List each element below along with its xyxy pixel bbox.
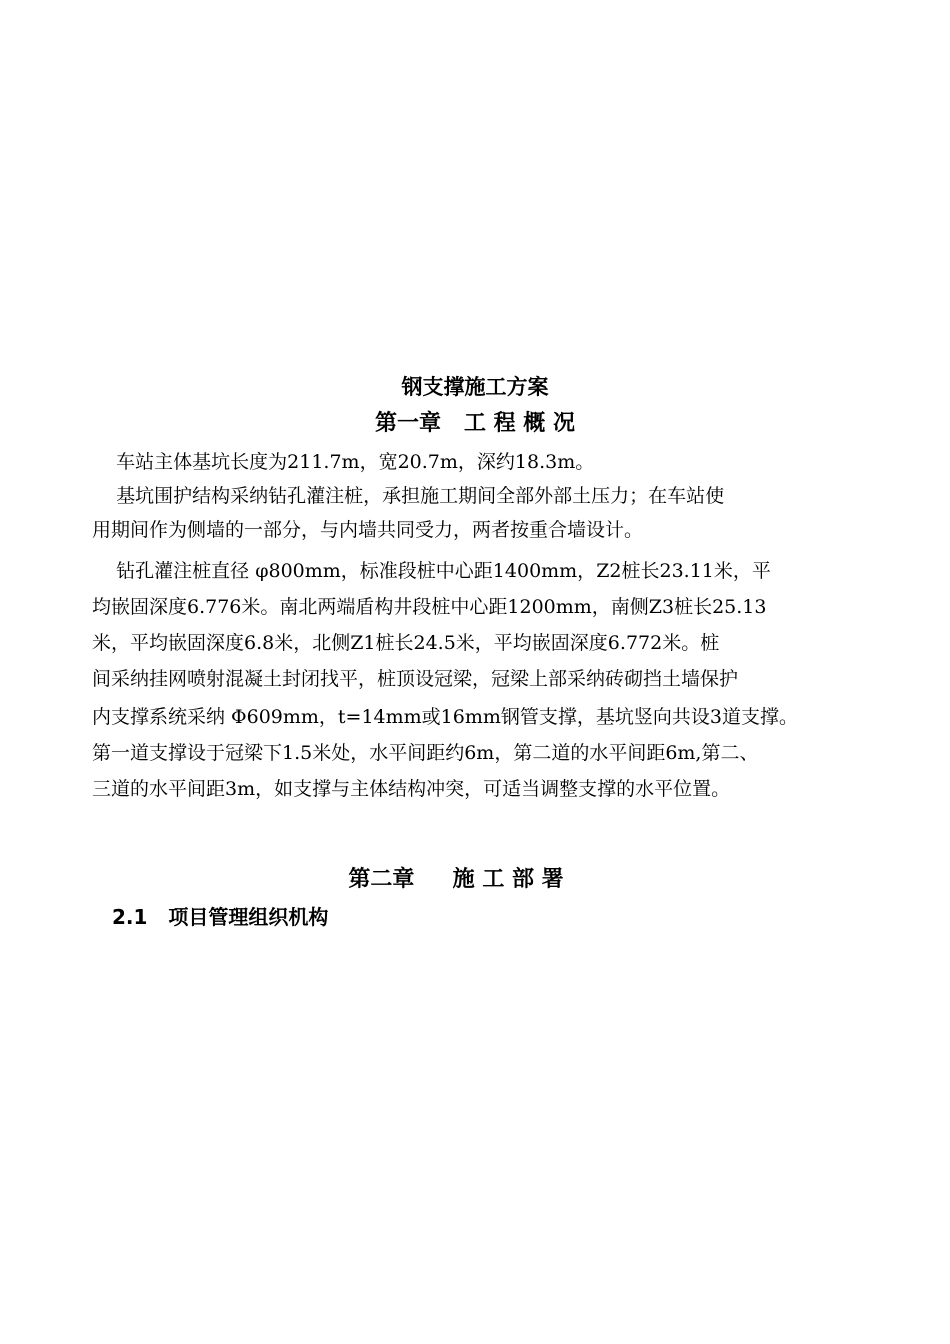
paragraph-line: 内支撑系统采纳 Φ609mm，t=14mm或16mm钢管支撑，基坑竖向共设3道支撑。 [92, 706, 798, 728]
paragraph-line: 钻孔灌注桩直径 φ800mm，标准段桩中心距1400mm，Z2桩长23.11米，平 [92, 560, 771, 582]
paragraph-line: 均嵌固深度6.776米。南北两端盾构井段桩中心距1200mm，南侧Z3桩长25.13 [92, 596, 767, 618]
chapter-1-heading: 第一章 工 程 概 况 [375, 411, 575, 436]
section-2-1-heading: 2.1 项目管理组织机构 [112, 905, 329, 929]
paragraph-line: 间采纳挂网喷射混凝土封闭找平，桩顶设冠梁，冠梁上部采纳砖砌挡土墙保护 [92, 668, 739, 690]
paragraph-line: 基坑围护结构采纳钻孔灌注桩，承担施工期间全部外部土压力；在车站使 [92, 485, 725, 507]
document-title: 钢支撑施工方案 [401, 375, 549, 399]
paragraph-line: 米，平均嵌固深度6.8米，北侧Z1桩长24.5米，平均嵌固深度6.772米。桩 [92, 632, 720, 654]
paragraph-line: 用期间作为侧墙的一部分，与内墙共同受力，两者按重合墙设计。 [92, 519, 644, 541]
paragraph-line: 三道的水平间距3m，如支撑与主体结构冲突，可适当调整支撑的水平位置。 [92, 778, 731, 800]
chapter-2-heading: 第二章 施 工 部 署 [348, 867, 564, 892]
paragraph-line: 第一道支撑设于冠梁下1.5米处，水平间距约6m，第二道的水平间距6m,第二、 [92, 742, 759, 764]
paragraph-line: 车站主体基坑长度为211.7m，宽20.7m，深约18.3m。 [92, 451, 595, 473]
